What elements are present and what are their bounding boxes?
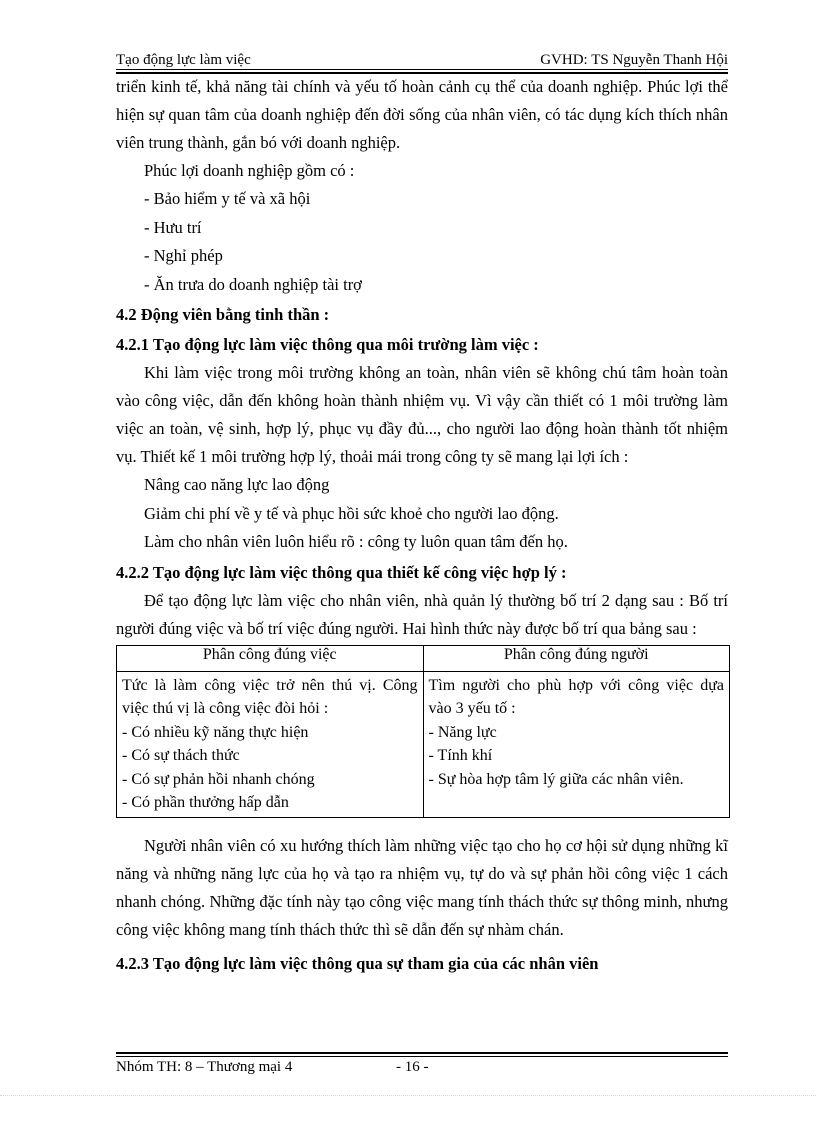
header-supervisor: GVHD: TS Nguyễn Thanh Hội <box>540 52 728 68</box>
section-heading-4-2-3: 4.2.3 Tạo động lực làm việc thông qua sự tham gia của các nhân viên <box>116 953 599 973</box>
page-number: - 16 - <box>396 1059 429 1075</box>
table-cell-line: Tức là làm công việc trở nên thú vị. Công việc thú vị là công việc đòi hỏi : <box>122 676 418 717</box>
table-cell-line: - Có sự phản hồi nhanh chóng <box>122 770 315 788</box>
list-item-environment-benefit: Giảm chi phí về y tế và phục hồi sức khoẻ cho người lao động. <box>144 503 559 523</box>
list-item-benefit: - Bảo hiểm y tế và xã hội <box>144 189 311 208</box>
table-header-cell: Phân công đúng việc <box>117 645 424 671</box>
paragraph-benefits-intro: triển kinh tế, khả năng tài chính và yếu tố hoàn cảnh cụ thể của doanh nghiệp. Phúc lợi thể hiện sự quan tâm của doanh nghiệp đến đời sống của nhân viên, có tác dụng kích thích nhân viên trung thành, gắn bó với doanh nghiệp. <box>116 77 728 152</box>
list-item-benefit: - Nghỉ phép <box>144 246 223 265</box>
table-cell-line: - Tính khí <box>428 747 493 764</box>
list-item-environment-benefit: Làm cho nhân viên luôn hiểu rõ : công ty luôn quan tâm đến họ. <box>144 532 568 551</box>
header-title: Tạo động lực làm việc <box>116 52 251 68</box>
paragraph-work-environment: Khi làm việc trong môi trường không an toàn, nhân viên sẽ không chú tâm hoàn toàn vào công việc, dẫn đến không hoàn thành nhiệm vụ. Vì vậy cần thiết có 1 môi trường làm việc an toàn, vệ sinh, hợp lý, phục vụ đầy đủ..., cho người lao động hoàn thành tốt nhiệm vụ. Thiết kế 1 môi trường hợp lý, thoải mái trong công ty sẽ mang lại lợi ích : <box>116 363 728 466</box>
footer-group: Nhóm TH: 8 – Thương mại 4 <box>116 1059 293 1075</box>
page-header <box>116 49 728 69</box>
table-cell-line: - Năng lực <box>428 723 497 741</box>
table-cell-right-person <box>423 671 730 817</box>
section-heading-4-2-1: 4.2.1 Tạo động lực làm việc thông qua môi trường làm việc : <box>116 335 539 354</box>
footer-rule <box>116 1052 728 1057</box>
table-row <box>117 671 730 817</box>
table-cell-line: Tìm người cho phù hợp với công việc dựa vào 3 yếu tố : <box>428 676 724 717</box>
section-heading-4-2-2: 4.2.2 Tạo động lực làm việc thông qua thiết kế công việc hợp lý : <box>116 562 567 582</box>
paragraph-benefits-list-intro: Phúc lợi doanh nghiệp gồm có : <box>144 161 355 180</box>
comparison-table <box>116 645 730 818</box>
table-cell-line: - Sự hòa hợp tâm lý giữa các nhân viên. <box>428 770 684 788</box>
list-item-environment-benefit: Nâng cao năng lực lao động <box>144 475 330 494</box>
table-cell-line: - Có phần thưởng hấp dẫn <box>122 794 289 811</box>
section-heading-4-2: 4.2 Động viên bằng tinh thần : <box>116 305 330 324</box>
table-cell-right-job <box>117 671 424 817</box>
table-header-row <box>117 645 730 671</box>
table-header-cell: Phân công đúng người <box>423 645 730 671</box>
table-cell-line: - Có sự thách thức <box>122 747 240 764</box>
list-item-benefit: - Hưu trí <box>144 217 202 237</box>
page-body <box>116 73 728 978</box>
paragraph-employee-tendency: Người nhân viên có xu hướng thích làm những việc tạo cho họ cơ hội sử dụng những kĩ năng và những năng lực của họ và tạo ra nhiệm vụ, tự do và sự phản hồi công việc 1 cách nhanh chóng. Những đặc tính này tạo công việc mang tính thách thức sự thông minh, nhưng công việc không mang tính thách thức thì sẽ dẫn đến sự nhàm chán. <box>116 835 728 939</box>
page-edge-divider <box>0 1095 816 1096</box>
paragraph-job-design: Để tạo động lực làm việc cho nhân viên, nhà quản lý thường bố trí 2 dạng sau : Bố trí người đúng việc và bố trí việc đúng người. Hai hình thức này được bố trí qua bảng sau : <box>116 590 728 638</box>
table-cell-line: - Có nhiều kỹ năng thực hiện <box>122 723 309 741</box>
list-item-benefit: - Ăn trưa do doanh nghiệp tài trợ <box>144 274 362 294</box>
